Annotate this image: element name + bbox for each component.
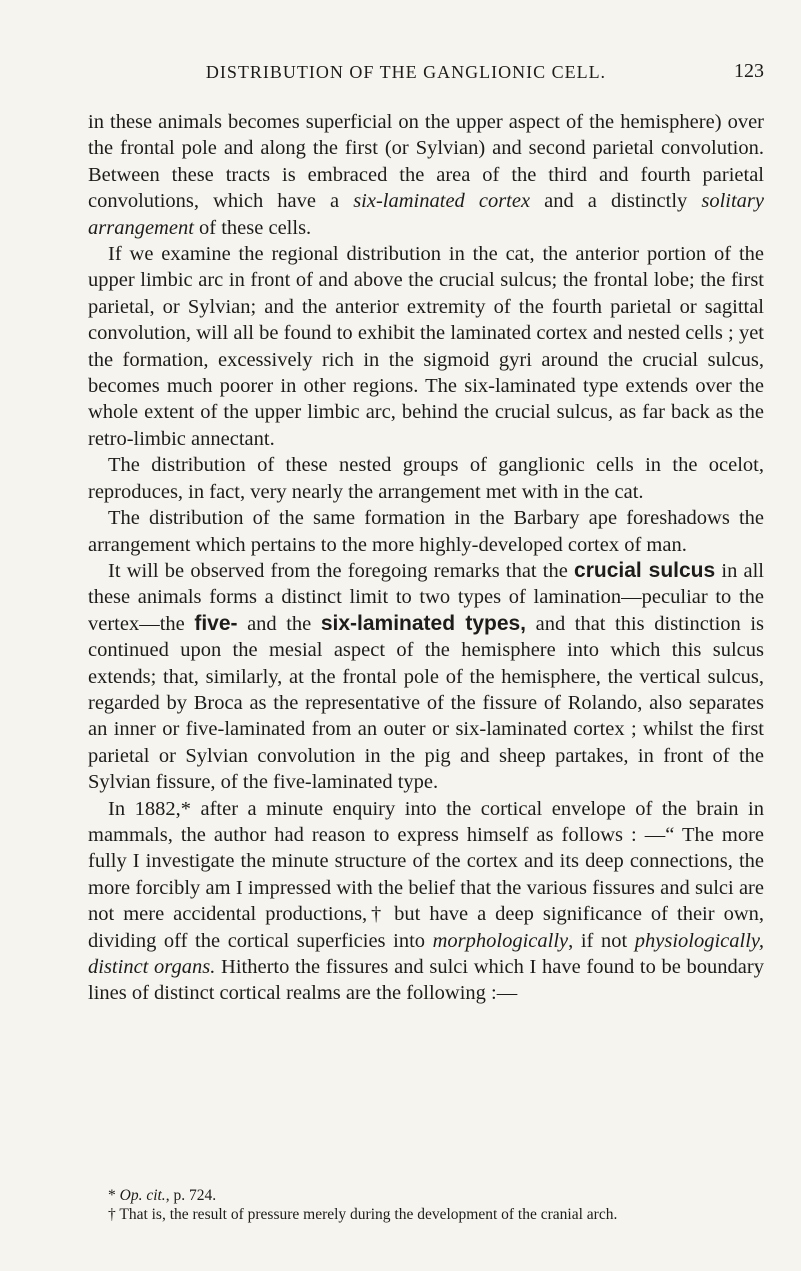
paragraph-3: The distribution of these nested groups of ganglionic cells in the ocelot, reproduces, in fact, very nearly the arrangement met with in the cat.	[88, 454, 764, 503]
p5-text-b: in all these animals forms a distinct limit to two types of lamination—peculiar to the vertex—the	[88, 559, 764, 635]
running-head	[88, 62, 764, 88]
p6-text-c: Hitherto the fissures and sulci which I have found to be boundary lines of distinct cortical realms are the following :—	[88, 956, 764, 1005]
p5-text-d: and that this distinction is continued upon the mesial aspect of the hemisphere into which this sulcus extends; that, similarly, at the frontal pole of the hemisphere, the vertical sulcus, regarded by Broca as the representative of the fissure of Rolando, also separates an inner or five-laminated from an outer or six-laminated cortex ; whilst the first parietal or Sylvian convolution in the pig and sheep partakes, in front of the Sylvian fissure, of the five-laminated type.	[88, 612, 765, 794]
p5-text-a: It will be observed from the foregoing remarks that the	[108, 559, 575, 582]
p5-bold-six-laminated-types: six-laminated types,	[320, 611, 527, 635]
p5-bold-crucial-sulcus: crucial sulcus	[574, 558, 716, 582]
p6-emphasis-1: morphologically	[432, 929, 569, 952]
p5-bold-five: five-	[194, 611, 238, 635]
p1-text-a: in these animals becomes superficial on the upper aspect of the hemisphere) over the frontal pole and along the first (or Sylvian) and second parietal convolution. Between these tracts is embraced the area of the third and fourth parietal convolutions, which have a	[88, 111, 764, 213]
footnote-2: † That is, the result of pressure merely during the development of the cranial arch.	[108, 1206, 618, 1223]
paragraph-4: The distribution of the same formation in the Barbary ape foreshadows the arrangement which pertains to the more highly-developed cortex of man.	[88, 507, 764, 556]
footnote-1-citation: Op. cit.	[119, 1187, 166, 1204]
footnote-1-page: , p. 724.	[165, 1187, 217, 1204]
paragraph-5	[88, 558, 764, 796]
p1-text-b: and a distinctly	[530, 190, 702, 213]
p1-text-c: of these cells.	[193, 216, 312, 239]
footnote-1	[88, 1186, 764, 1205]
p1-emphasis-2: solitary arrangement	[88, 190, 764, 239]
footnote-1-mark: *	[108, 1187, 120, 1204]
p6-text-b: , if not	[568, 929, 635, 952]
body-text	[88, 109, 764, 1007]
paragraph-1	[88, 109, 764, 241]
paragraph-6	[88, 796, 764, 1007]
running-title: DISTRIBUTION OF THE GANGLIONIC CELL.	[205, 62, 607, 82]
p6-text-a: In 1882,* after a minute enquiry into the cortical envelope of the brain in mammals, the author had reason to express himself as follows : —“ The more fully I investigate the minute structure of the cortex and its deep connections, the more forcibly am I impressed with the belief that the various fissures and sulci are not mere accidental productions,† but have a deep significance of their own, dividing off the cortical superficies into	[88, 797, 764, 952]
p6-emphasis-2: physiologically, distinct organs.	[88, 929, 765, 978]
p5-text-c: and the	[237, 612, 321, 635]
footnotes	[88, 1186, 764, 1224]
paragraph-2: If we examine the regional distribution in the cat, the anterior portion of the upper limbic arc in front of and above the crucial sulcus; the frontal lobe; the first parietal, or Sylvian; and the anterior extremity of the fourth parietal or sagittal convolution, will all be found to exhibit the laminated cortex and nested cells ; yet the formation, excessively rich in the sigmoid gyri around the crucial sulcus, becomes much poorer in other regions. The six-laminated type extends over the whole extent of the upper limbic arc, behind the crucial sulcus, as far back as the retro-limbic annectant.	[88, 243, 764, 450]
page-number: 123	[734, 60, 764, 82]
p1-emphasis-1: six-laminated cortex	[353, 190, 531, 213]
